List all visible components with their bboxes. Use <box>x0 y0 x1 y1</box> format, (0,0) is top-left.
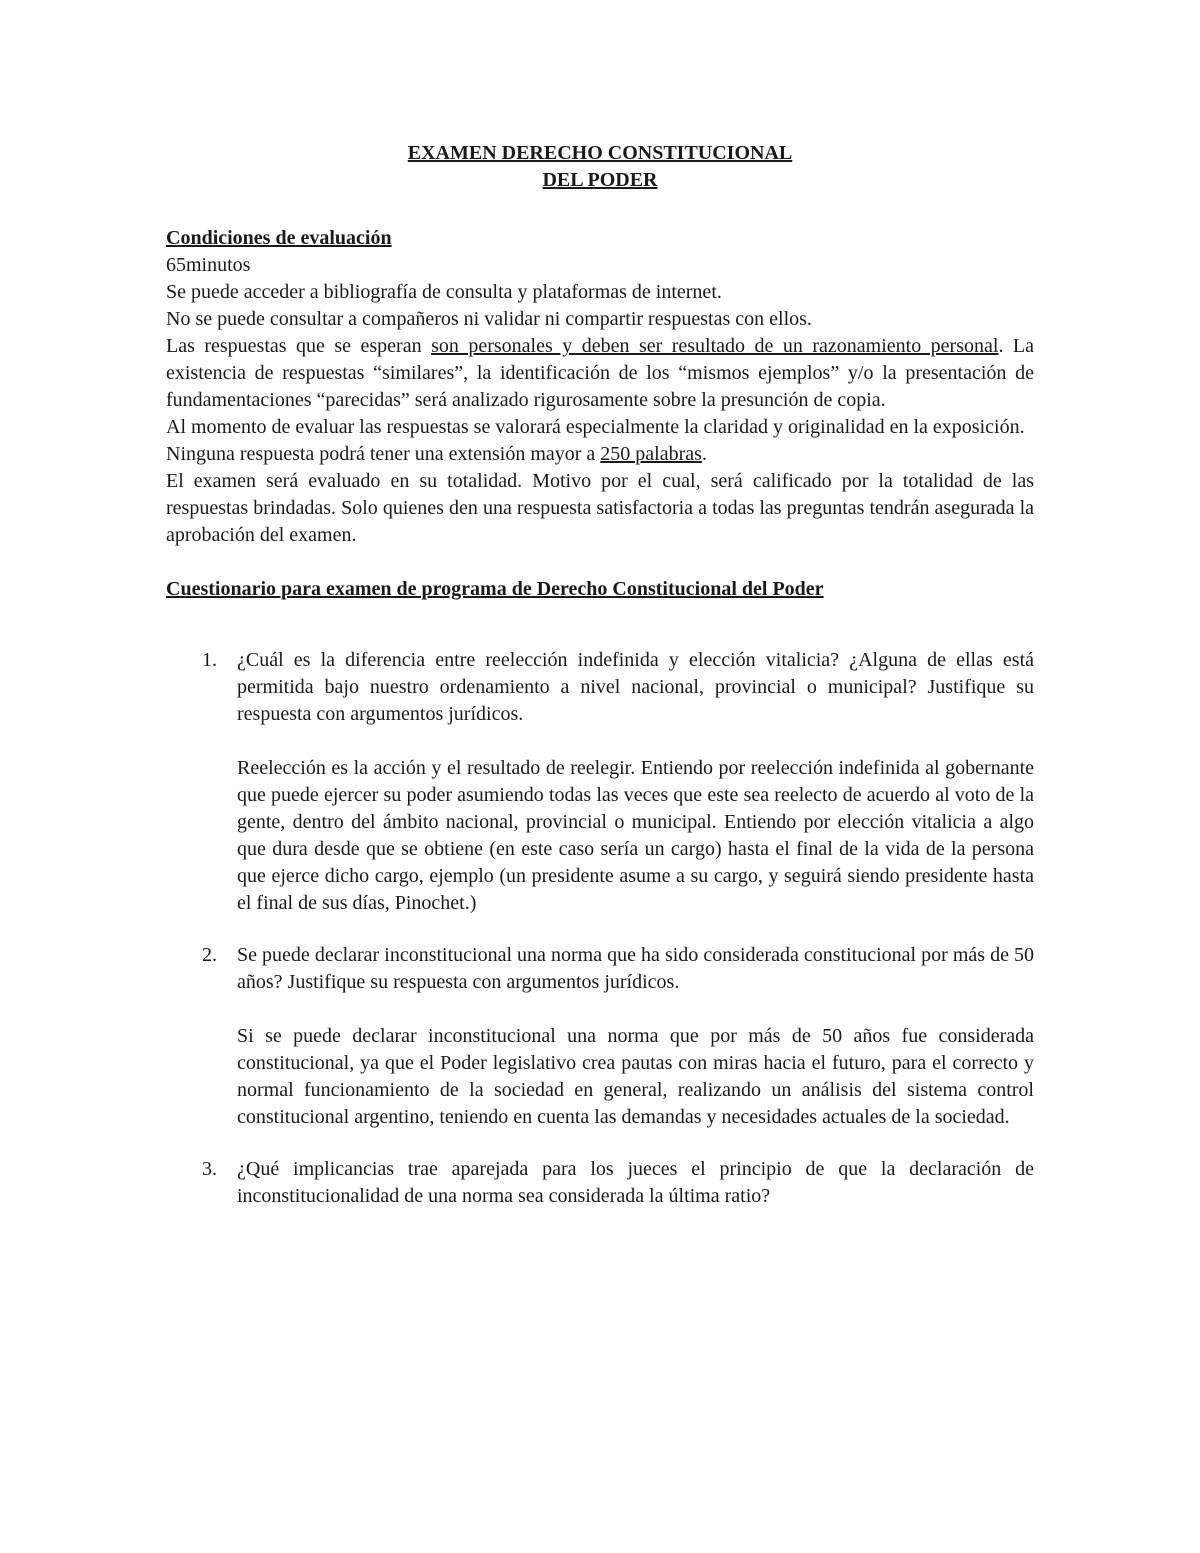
question-text: ¿Cuál es la diferencia entre reelección indefinida y elección vitalicia? ¿Alguna de ellas está permitida bajo nuestro ordenamiento a nivel nacional, provincial o municipal? Justifique su respuesta con argumentos jurídicos. <box>237 649 1034 725</box>
question-item-2 <box>166 942 1034 1131</box>
evaluation-criteria-rule: Al momento de evaluar las respuestas se valorará especialmente la claridad y originalidad en la exposición. <box>166 416 1025 438</box>
word-limit-rule <box>166 441 1034 468</box>
totality-rule: El examen será evaluado en su totalidad. Motivo por el cual, será calificado por la totalidad de las respuestas brindadas. Solo quienes den una respuesta satisfactoria a todas las preguntas tendrán asegurada la aprobación del examen. <box>166 470 1034 546</box>
evaluation-conditions <box>166 225 1034 549</box>
question-number: 2. <box>202 944 217 966</box>
question-list <box>166 647 1034 1210</box>
classmates-rule: No se puede consultar a compañeros ni validar ni compartir respuestas con ellos. <box>166 308 812 330</box>
word-limit-after: . <box>701 443 707 465</box>
personal-answers-rule <box>166 333 1034 414</box>
question-item-3 <box>166 1156 1034 1210</box>
question-text: ¿Qué implicancias trae aparejada para los jueces el principio de que la declaración de inconstitucionalidad de una norma sea considerada la última ratio? <box>237 1158 1034 1207</box>
document-title-line-2: DEL PODER <box>542 169 658 191</box>
conditions-heading: Condiciones de evaluación <box>166 227 392 249</box>
answer-text: Si se puede declarar inconstitucional una norma que por más de 50 años fue considerada constitucional, ya que el Poder legislativo crea pautas con miras hacia el futuro, para el correcto y normal funcionamiento de la sociedad en general, realizando un análisis del sistema control constitucional argentino, teniendo en cuenta las demandas y necesidades actuales de la sociedad. <box>237 1025 1034 1128</box>
questionnaire <box>166 576 1034 1210</box>
spacer <box>166 603 1034 647</box>
exam-duration: 65minutos <box>166 254 251 276</box>
word-limit-before: Ninguna respuesta podrá tener una extensión mayor a <box>166 443 601 465</box>
questionnaire-heading: Cuestionario para examen de programa de Derecho Constitucional del Poder <box>166 578 824 600</box>
question-item-1 <box>166 647 1034 917</box>
answer-text: Reelección es la acción y el resultado de reelegir. Entiendo por reelección indefinida al gobernante que puede ejercer su poder asumiendo todas las veces que este sea reelecto de acuerdo al voto de la gente, dentro del ámbito nacional, provincial o municipal. Entiendo por elección vitalicia a algo que dura desde que se obtiene (en este caso sería un cargo) hasta el final de la vida de la persona que ejerce dicho cargo, ejemplo (un presidente asume a su cargo, y seguirá siendo presidente hasta el final de sus días, Pinochet.) <box>237 757 1034 914</box>
word-limit-underlined: 250 palabras <box>600 443 702 465</box>
document-title-line-1: EXAMEN DERECHO CONSTITUCIONAL <box>407 142 793 164</box>
personal-rule-underlined: son personales y deben ser resultado de un razonamiento personal <box>431 335 999 357</box>
exam-document <box>166 140 1034 1235</box>
personal-rule-before: Las respuestas que se esperan <box>166 335 432 357</box>
bibliography-rule: Se puede acceder a bibliografía de consulta y plataformas de internet. <box>166 281 722 303</box>
question-text: Se puede declarar inconstitucional una norma que ha sido considerada constitucional por más de 50 años? Justifique su respuesta con argumentos jurídicos. <box>237 944 1034 993</box>
personal-rule-after: . La existencia de respuestas “similares”, la identificación de los “mismos ejemplos” y/o la presentación de fundamentaciones “parecidas” será analizado rigurosamente sobre la presunción de copia. <box>166 335 1035 411</box>
spacer <box>166 549 1034 576</box>
question-number: 1. <box>202 649 217 671</box>
question-number: 3. <box>202 1158 217 1180</box>
spacer <box>166 194 1034 225</box>
